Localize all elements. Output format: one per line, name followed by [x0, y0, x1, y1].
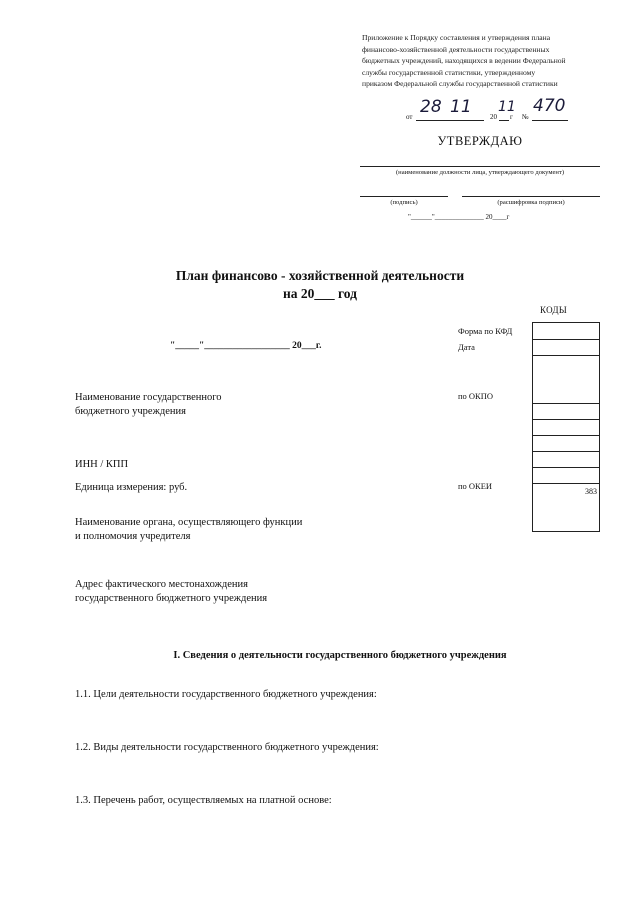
unit-label: Единица измерения: руб. [75, 482, 188, 493]
okei-value: 383 [585, 487, 597, 496]
appendix-note [362, 32, 602, 90]
document-title-line2: на 20___ год [282, 286, 357, 301]
appendix-line: Приложение к Порядку составления и утверждения плана [362, 33, 551, 42]
order-day-handwritten: 28 [420, 97, 442, 117]
order-prefix: от [406, 113, 413, 121]
approve-heading: УТВЕРЖДАЮ [437, 134, 523, 148]
organ-name-label: Наименование органа, осуществляющего функции и полномочия учредителя [75, 517, 303, 542]
appendix-line: приказом Федеральной службы государственной статистики [362, 79, 558, 88]
code-cell-blank [533, 435, 599, 451]
institution-name-label: Наименование государственного бюджетного учреждения [75, 392, 222, 417]
order-month-handwritten: 11 [450, 97, 472, 117]
appendix-line: службы государственной статистики, утвержденному [362, 67, 536, 77]
okei-label: по ОКЕИ [458, 481, 493, 491]
plan-date-line: "_____"__________________ 20___г. [170, 341, 322, 351]
code-cell-form [533, 323, 599, 339]
code-cell-blank [533, 355, 599, 403]
order-year-unit: г [510, 113, 513, 121]
appendix-line: бюджетных учреждений, находящихся в ведении Федеральной [362, 56, 566, 65]
address-label: Адрес фактического местонахождения государственного бюджетного учреждения [75, 579, 268, 604]
decoding-caption: (расшифровка подписи) [497, 199, 565, 206]
section-item: 1.1. Цели деятельности государственного бюджетного учреждения: [75, 689, 377, 700]
code-cell-okei [533, 483, 599, 531]
section-item: 1.2. Виды деятельности государственного бюджетного учреждения: [75, 742, 379, 753]
codes-table [532, 322, 600, 532]
position-caption: (наименование должности лица, утверждающего документ) [395, 169, 565, 176]
code-cell-okpo [533, 403, 599, 419]
code-cell-blank [533, 467, 599, 483]
document-title [100, 267, 540, 303]
signature-line [360, 196, 448, 197]
order-date-underline [416, 120, 484, 121]
code-cell-blank [533, 419, 599, 435]
code-cell-date [533, 339, 599, 355]
position-line [360, 166, 600, 167]
order-number-sign: № [522, 113, 529, 121]
appendix-line: финансово-хозяйственной деятельности государственных [362, 44, 550, 54]
form-kfd-label: Форма по КФД [458, 326, 513, 336]
order-number-underline [532, 120, 568, 121]
inn-kpp-label: ИНН / КПП [75, 459, 129, 470]
code-cell-blank [533, 451, 599, 467]
order-reference [400, 96, 600, 126]
order-year-underline [499, 120, 509, 121]
approve-date-line: "______"______________ 20____г [408, 213, 510, 221]
order-number-handwritten: 470 [533, 96, 566, 116]
order-year-prefix: 20 [490, 113, 497, 121]
signature-caption: (подпись) [390, 199, 418, 206]
document-title-line1: План финансово - хозяйственной деятельности [175, 268, 465, 283]
order-year-handwritten: 11 [498, 99, 516, 115]
date-label: Дата [458, 342, 475, 352]
okpo-label: по ОКПО [458, 391, 494, 401]
section-item: 1.3. Перечень работ, осуществляемых на платной основе: [75, 795, 332, 806]
decoding-line [462, 196, 600, 197]
section-1-title: I. Сведения о деятельности государственного бюджетного учреждения [173, 650, 507, 661]
codes-header: КОДЫ [540, 305, 568, 315]
